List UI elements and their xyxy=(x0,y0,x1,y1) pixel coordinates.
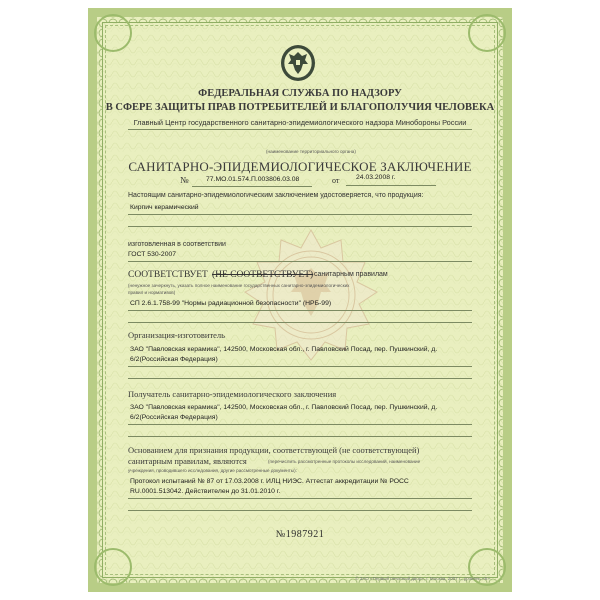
certificate-date: 24.03.2008 г. xyxy=(356,174,396,181)
double-headed-eagle-emblem-icon xyxy=(280,44,316,82)
standard-value: ГОСТ 530-2007 xyxy=(128,251,177,258)
number-label: № xyxy=(180,175,189,185)
manufacturer-line-2: 6/2(Российская Федерация) xyxy=(130,356,218,363)
manufacturer-line-1: ЗАО "Павловская керамика", 142500, Московская обл., г. Павловский Посад, пер. Пушкинский, д. xyxy=(130,346,438,353)
center-name: Главный Центр государственного санитарно-эпидемиологического надзора Минобороны России xyxy=(133,118,467,127)
date-label: от xyxy=(332,176,340,185)
caption-authority: (наименование территориального органа) xyxy=(266,149,356,154)
certificate-title: САНИТАРНО-ЭПИДЕМИОЛОГИЧЕСКОЕ ЗАКЛЮЧЕНИЕ xyxy=(128,159,472,174)
product-rule xyxy=(128,214,472,215)
manufacturer-label: Организация-изготовитель xyxy=(128,330,226,340)
form-number: №1987921 xyxy=(275,529,325,540)
conforms-word: СООТВЕТСТВУЕТ xyxy=(128,270,208,280)
recipient-rule xyxy=(128,424,472,425)
number-rule xyxy=(192,186,312,187)
not-conforms-struck: (НЕ СООТВЕТСТВУЕТ) xyxy=(212,270,314,280)
product-value: Кирпич керамический xyxy=(130,204,199,211)
date-rule xyxy=(346,185,436,186)
corner-ornament xyxy=(468,14,506,52)
official-seal-watermark xyxy=(241,226,381,366)
product-rule-2 xyxy=(128,226,472,227)
manufacturer-rule xyxy=(128,366,472,367)
standard-rule xyxy=(128,261,472,262)
basis-line-1: Основанием для признания продукции, соответствующей (не соответствующей) xyxy=(128,445,420,455)
basis-line-2-label: санитарным правилам, являются xyxy=(128,456,247,466)
rules-rule-2 xyxy=(128,322,472,323)
recipient-line-2: 6/2(Российская Федерация) xyxy=(130,414,218,421)
agency-line-2: В СФЕРЕ ЗАЩИТЫ ПРАВ ПОТРЕБИТЕЛЕЙ И БЛАГОПОЛУЧИЯ ЧЕЛОВЕКА xyxy=(105,102,495,113)
basis-note-2: учреждения, проводившего исследования, другие рассмотренные документы): xyxy=(128,468,297,473)
rules-value: СП 2.6.1.758-99 "Нормы радиационной безопасности" (НРБ-99) xyxy=(130,300,332,307)
certificate-number: 77.МО.01.574.П.003806.03.08 xyxy=(206,176,300,183)
recipient-rule-2 xyxy=(128,436,472,437)
conforms-note-1: (ненужное зачеркнуть, указать полное наименование государственных санитарно-эпидемиологических xyxy=(128,283,350,288)
basis-text-1: Протокол испытаний № 87 от 17.03.2008 г. ИЛЦ НИЭС. Аттестат аккредитации № РОСС xyxy=(130,478,409,485)
recipient-label: Получатель санитарно-эпидемиологического заключения xyxy=(128,389,337,399)
certificate-sheet xyxy=(88,8,512,592)
rules-rule xyxy=(128,310,472,311)
basis-rule-2 xyxy=(128,510,472,511)
basis-rule xyxy=(128,498,472,499)
recipient-line-1: ЗАО "Павловская керамика", 142500, Московская обл., г. Павловский Посад, пер. Пушкинский, д. xyxy=(130,404,438,411)
corner-ornament xyxy=(94,548,132,586)
header-rule xyxy=(128,129,472,130)
printer-footer: © ЗАО «Первый печатный двор», г. Москва, 2007 г., уровень «Б» xyxy=(355,576,490,581)
conforms-suffix: санитарным правилам xyxy=(314,271,388,278)
corner-ornament xyxy=(94,14,132,52)
manufacturer-rule-2 xyxy=(128,378,472,379)
manufactured-label: изготовленная в соответствии xyxy=(128,241,226,248)
basis-text-2: RU.0001.513042. Действителен до 31.01.2010 г. xyxy=(130,488,281,495)
conforms-note-2: правил и нормативов) xyxy=(128,290,176,295)
intro-text: Настоящим санитарно-эпидемиологическим заключением удостоверяется, что продукция: xyxy=(128,192,424,199)
basis-note-1: (перечислить рассмотренные протоколы исследований, наименование xyxy=(268,459,421,464)
agency-line-1: ФЕДЕРАЛЬНАЯ СЛУЖБА ПО НАДЗОРУ xyxy=(198,88,402,99)
